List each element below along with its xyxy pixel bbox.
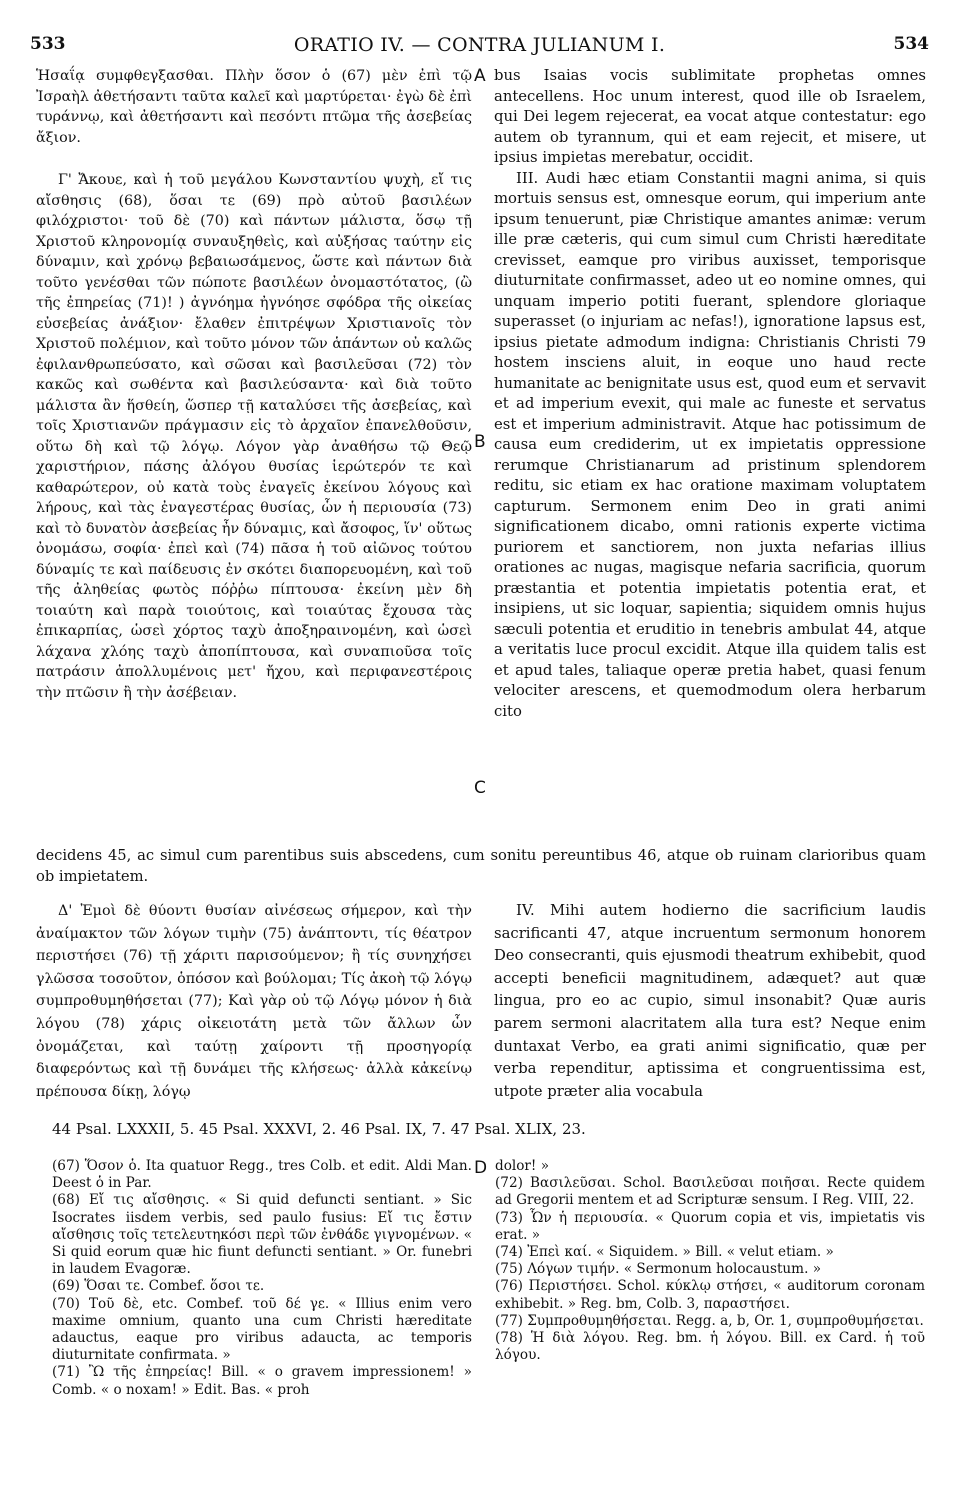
notes-right-column xyxy=(495,1158,925,1364)
footnote: (76) Περιστήσει. Schol. κύκλῳ στήσει, « auditorum coronam exhibebit. » Reg. bm, Colb. 3, παραστήσει. xyxy=(495,1278,925,1312)
page-header xyxy=(30,34,929,60)
margin-mark-d: D xyxy=(474,1158,488,1178)
full-width-text: decidens 45, ac simul cum parentibus suis abscedens, cum sonitu pereuntibus 46, atque ob ruinam clarioribus quam ob impietatem. xyxy=(36,847,926,885)
margin-mark-a: A xyxy=(474,66,486,86)
page-number-right: 534 xyxy=(893,34,929,54)
footnote: (75) Λόγων τιμήν. « Sermonum holocaustum. » xyxy=(495,1261,822,1278)
footnote: (69) Ὅσαι τε. Combef. ὅσοι τε. xyxy=(52,1278,265,1295)
latin-column-lower xyxy=(494,900,926,1103)
latin-paragraph: IV. Mihi autem hodierno die sacrificium laudis sacrificanti 47, atque incruentum sermonum honorem Deo consecranti, quis ejusmodi theatrum exhibebit, quod accepti beneficii magnitudinem, adæquet? aut quæ lingua, pro eo ac cupio, simul insonabit? Quæ auris parem sermoni alacritatem alla tura est? Neque enim duntaxat Verbo, ea grati animi significatio, quæ per verba rependitur, aptissima et congruentissima est, utpote præter alia vocabula xyxy=(494,902,926,1100)
latin-paragraph: bus Isaias vocis sublimitate prophetas omnes antecellens. Hoc unum interest, quod ille ob Israelem, qui Dei legem rejecerat, ea vocat atque contestatur: ego autem ob tyrannum, qui et eam rejecit, et misere, ut ipsius impietas merebatur, occidit. xyxy=(494,67,926,166)
full-width-paragraph xyxy=(36,846,926,887)
running-title: ORATIO IV. — CONTRA JULIANUM I. xyxy=(293,34,666,56)
footnote: (67) Ὅσον ὁ. Ita quatuor Regg., tres Colb. et edit. Aldi Man. Deest ὁ in Par. xyxy=(52,1158,472,1192)
footnote: (78) Ἡ διὰ λόγου. Reg. bm. ἡ λόγου. Bill. ex Card. ἡ τοῦ λόγου. xyxy=(495,1330,925,1364)
footnote: (70) Τοῦ δὲ, etc. Combef. τοῦ δέ γε. « Illius enim vero maxime omnium, quanto una cum Christi hæreditate adauctus, eaque pro viribus adaucta, ac temporis diuturnitate confirmata. » xyxy=(52,1295,472,1364)
footnote: (74) Ἐπεὶ καί. « Siquidem. » Bill. « velut etiam. » xyxy=(495,1244,834,1261)
margin-mark-c: C xyxy=(474,778,486,798)
scripture-references: 44 Psal. LXXXII, 5. 45 Psal. XXXVI, 2. 46 Psal. IX, 7. 47 Psal. XLIX, 23. xyxy=(52,1120,586,1138)
latin-paragraph: III. Audi hæc etiam Constantii magni anima, si quis mortuis sensus est, omnesque eorum, qui imperium ante ipsum tenuerunt, piæ Christique amantes animæ: verum ille præ cæteris, qui cum simul cum Christi hæreditate crevisset, eamque pro viribus auxisset, temporisque diuturnitate confirmasset, adeo ut eo nomine omnes, qui unquam imperio potiti fuerant, splendore gloriaque superasset (o injuriam ac nefas!), ignoratione lapsus est, ipsius pietate admodum indigna: Christianis Christi 79 hostem insciens aluit, in eoque uno haud recte humanitate ac benignitate usus est, quod eum et servavit et ad imperium evexit, qui male ac funeste et servatus est et imperium administravit. Atque hac potissimum de causa eum crediderim, ut ex impietatis oppressione rerumque Christianarum ad pristinum splendorem reditu, sic etiam ex hac oratione maximam voluptatem capturum. Sermonem enim Deo in grati animi significationem dicabo, omni rationis experte victima puriorem et sanctiorem, non juxta nefarias illius orationes ac nugas, magisque nefaria sacrificia, quorum præstantia et potentia impietatis potentia erat, et insipiens, ut sic loquar, sapientia; siquidem omnis hujus sæculi potentia et eruditio in tenebris ambulat 44, atque a veritatis luce procul excidit. Atque illa quidem talis est et apud tales, taliaque operæ pretia habet, quasi fenum velociter arescens, et quemodmodum olera herbarum cito xyxy=(494,169,926,720)
greek-paragraph: Ἡσαΐᾳ συμφθεγξασθαι. Πλὴν ὅσον ὁ (67) μὲν ἐπὶ τῷ Ἰσραὴλ ἀθετήσαντι ταῦτα καλεῖ καὶ μαρτύρεται· ἐγὼ δὲ ἐπὶ τυράννῳ, καὶ ἀθετήσαντι καὶ πεσόντι πτῶμα τῆς ἀσεβείας ἄξιον. xyxy=(36,68,472,146)
footnote: (77) Συμπροθυμηθήσεται. Regg. a, b, Or. 1, συμπροθυμήσεται. xyxy=(495,1312,924,1329)
greek-paragraph: Γ' Ἄκουε, καὶ ἡ τοῦ μεγάλου Κωνσταντίου ψυχὴ, εἴ τις αἴσθησις (68), ὅσαι τε (69) πρὸ αὐτοῦ βασιλέων φιλόχριστοι· τοῦ δὲ (70) καὶ πάντων μάλιστα, ὅσῳ τῇ Χριστοῦ κληρονομίᾳ συναυξηθεὶς, καὶ αὐξήσας ταύτην εἰς δύναμιν, καὶ χρόνῳ βεβαιωσάμενος, ὥστε καὶ πάντων διὰ τοῦτο γενέσθαι τῶν πώποτε βασιλέων ὀνομαστότατος, (ὢ τῆς ἐπηρείας (71)! ) ἀγνόημα ἠγνόησε σφόδρα τῆς οἰκείας εὐσεβείας ἀνάξιον· ἔλαθεν ἐπιτρέψων Χριστιανοῖς τὸν Χριστοῦ πολέμιον, καὶ τοῦτο μόνον τῶν ἁπάντων οὐ καλῶς ἐφιλανθρωπεύσατο, καὶ σῶσαι καὶ βασιλεῦσαι (72) τὸν κακῶς καὶ σωθέντα καὶ βασιλεύσαντα· καὶ διὰ τοῦτο μάλιστα ἂν ἥσθείη, ὥσπερ τῇ καταλύσει τῆς ἀσεβείας, καὶ τοῖς Χριστιανῶν πράγμασιν εἰς τὸ ἀρχαῖον ἐπανελθοῦσιν, οὕτω δὴ καὶ τῷ λόγῳ. Λόγον γὰρ ἀναθήσω τῷ Θεῷ χαριστήριον, πάσης ἀλόγου θυσίας ἱερώτερόν τε καὶ καθαρώτερον, οὐ κατὰ τοὺς ἐναγεῖς ἐκείνου λόγους καὶ λήρους, καὶ τὰς ἐναγεστέρας θυσίας, ὧν ἡ περιουσία (73) καὶ τὸ δυνατὸν ἀσεβείας ἦν δύναμις, καὶ ἄσοφος, ἵν' οὕτως ὀνομάσω, σοφία· ἐπεὶ καὶ (74) πᾶσα ἡ τοῦ αἰῶνος τούτου δύναμίς τε καὶ παίδευσις ἐν σκότει διαπορευομένη, καὶ τοῦ τῆς ἀληθείας φωτὸς πόῤῥω πίπτουσα· ἐκείνη μὲν δὴ τοιαύτη καὶ παρὰ τοιούτοις, καὶ τοιαύτας ἔχουσα τὰς ἐπικαρπίας, ὡσεὶ χόρτος ταχὺ ἀποξηραινομένη, καὶ ὡσεὶ λάχανα χλόης ταχὺ ἀποπίπτουσα, καὶ συναπιοῦσα τοῖς πατράσιν ἀπολλυμένοις μετ' ἤχου, καὶ περιφανεστέροις τὴν πτῶσιν ἢ τὴν ἀσέβειαν. xyxy=(36,172,472,701)
footnote: (73) Ὧν ἡ περιουσία. « Quorum copia et vis, impietatis vis erat. » xyxy=(495,1209,925,1243)
footnote: (71) Ὢ τῆς ἐπηρείας! Bill. « o gravem impressionem! » Comb. « o noxam! » Edit. Bas. « proh xyxy=(52,1364,472,1398)
greek-paragraph: Δ' Ἐμοὶ δὲ θύοντι θυσίαν αἰνέσεως σήμερον, καὶ τὴν ἀναίμακτον τῶν λόγων τιμὴν (75) ἀνάπτοντι, τίς θέατρον περιστήσει (76) τῇ χάριτι παρισούμενον; ἢ τίς συνηχήσει γλῶσσα τοσοῦτον, ὁπόσον καὶ βούλομαι; Τίς ἀκοὴ τῷ λόγῳ συμπροθυμηθήσεται (77); Καὶ γὰρ οὐ τῷ Λόγῳ μόνον ἡ διὰ λόγου (78) χάρις οἰκειοτάτη μετὰ τῶν ἄλλων ὧν ὀνομάζεται, καὶ ταύτῃ χαίροντι τῇ προσηγορίᾳ διαφερόντως καὶ τῇ δυνάμει τῆς κλήσεως· ἀλλὰ κἀκείνῳ πρέπουσα δίκῃ, λόγῳ xyxy=(36,903,472,1100)
latin-column-upper xyxy=(494,66,926,722)
notes-left-column xyxy=(52,1158,472,1399)
page-number-left: 533 xyxy=(30,34,66,54)
greek-column-lower xyxy=(36,900,472,1103)
footnote: (68) Εἴ τις αἴσθησις. « Si quid defuncti sentiant. » Sic Isocrates iisdem verbis, sed paulo fusius: Εἴ τις ἔστιν αἴσθησις τοῖς τετελευτηκόσι περὶ τῶν ἐνθάδε γιγνομένων. « Si quid eorum quæ hic fiunt defuncti sentiant. » Or. funebri in laudem Evagoræ. xyxy=(52,1192,472,1278)
margin-mark-b: B xyxy=(474,432,486,452)
footnote: dolor! » xyxy=(495,1158,550,1174)
footnote: (72) Βασιλεῦσαι. Schol. Βασιλεῦσαι ποιῆσαι. Recte quidem ad Gregorii mentem et ad Scripturæ sensum. I Reg. VIII, 22. xyxy=(495,1175,925,1209)
greek-column-upper xyxy=(36,66,472,703)
